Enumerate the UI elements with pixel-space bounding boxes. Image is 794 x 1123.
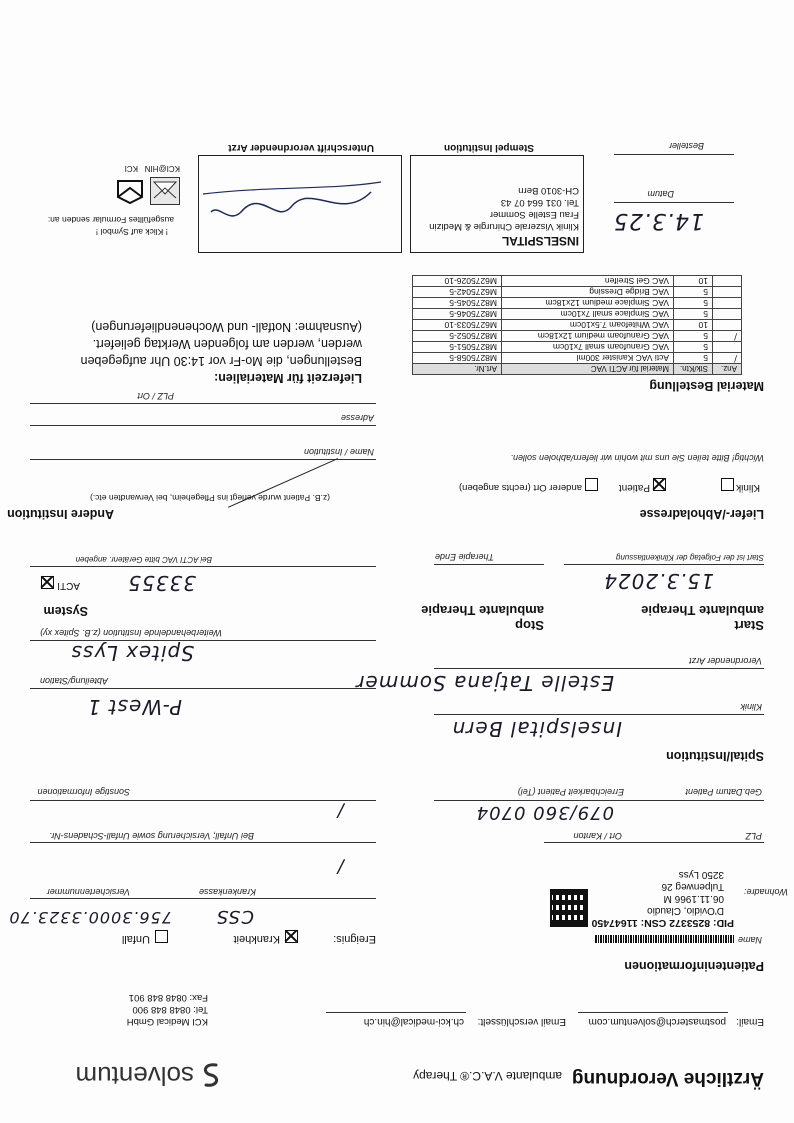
material-name: VAC Granufoam small 7x10cm [502,342,674,353]
material-artnr: M6275042-5 [413,287,502,298]
material-table [412,275,742,375]
liefer-patient-checkbox[interactable] [653,478,666,491]
material-check [713,320,742,331]
weiterbehandelnde-label: Weiterbehandelnde Institution (z.B. Spitex xy) [40,628,222,638]
solventum-logo-icon [200,1061,222,1089]
liefer-anderer-checkbox[interactable] [585,478,598,491]
stempel-box [410,155,584,253]
stempel-label: Stempel Institution [444,142,534,153]
geraet-nr-value[interactable]: 33355 [127,571,196,595]
material-name: VAC Simplace medium 12x18cm [502,298,674,309]
geraet-nr-label: Bei ACTI VAC bitte Gerätenr. angeben [75,555,212,564]
hin-label: KCI@HIN [144,164,180,173]
unfall-info-value[interactable]: / [336,856,344,877]
stop-title: Stop [515,618,544,633]
lieferzeit-text-3: (Ausnahme: Notfall- und Wochenendlieferungen) [91,320,362,334]
company-tel: Tel: 0848 848 900 [132,1004,208,1015]
acti-checkbox[interactable] [41,576,54,589]
material-name: Acti VAC Kanister 300ml [502,353,674,364]
krankheit-checkbox[interactable] [285,930,298,943]
material-row[interactable] [413,331,742,342]
sonstige-label: Sonstige Informationen [37,787,130,797]
stamp-line-1: Klinik Viszerale Chirurgie & Medizin [429,221,579,232]
material-qty: 10 [674,320,713,331]
spital-section-title: Spital/Institution [666,749,764,763]
adresse-label: Adresse [340,413,374,423]
material-check [713,287,742,298]
unterschrift-label: Unterschrift verordnender Arzt [228,142,374,153]
material-artnr: M8275045-5 [413,298,502,309]
col-material: Material für ACTI VAC [502,364,674,375]
name-institution-label: Name / Institution [303,447,374,457]
unfall-label: Unfall [121,933,150,945]
col-anz: Anz. [713,364,742,375]
email-encrypted-value[interactable]: ch.kci-medical@hin.ch [363,1016,464,1027]
brand-name: solventum [75,1061,194,1091]
signature-icon [199,156,401,252]
versichertennummer-value[interactable]: 756.3000.3323.70 [8,908,172,927]
klinik-label: Klinik [740,702,762,712]
material-check [713,342,742,353]
material-check [713,298,742,309]
company-fax: Fax: 0848 848 901 [128,992,208,1003]
material-artnr: M8275052-5 [413,331,502,342]
krankenkasse-value[interactable]: CSS [215,906,254,927]
liefer-section-title: Liefer-/Abholadresse [639,507,764,521]
material-qty: 5 [674,287,713,298]
material-name: VAC Bridge Dressing [502,287,674,298]
col-stk: Stk/Ktn. [674,364,713,375]
kci-mail-icon[interactable] [116,179,144,205]
send-line-1: ! Klick auf Symbol ! [95,227,168,237]
ort-kanton-label: Ort / Kanton [573,831,622,841]
andere-institution-note: (z.B. Patient wurde verlegt ins Pflegeheim, bei Verwandten etc.) [89,493,330,503]
kci-label: KCI [124,164,138,173]
barcode [594,935,734,943]
stamp-line-3: Tel. 031 664 07 43 [500,197,579,208]
email-encrypted-label: Email verschlüsselt: [477,1016,566,1027]
ereignis-label: Ereignis: [333,933,376,945]
material-qty: 10 [674,276,713,287]
material-artnr: M6275026-10 [413,276,502,287]
name-label: Name [737,935,762,945]
liefer-wichtig-note: Wichtig! Bitte teilen Sie uns mit wohin wir liefern/abholen sollen. [510,453,764,463]
lieferzeit-text-2: werden, werden am folgenden Werktag geliefert. [92,337,362,351]
material-artnr: M8275046-5 [413,309,502,320]
krankenkasse-label: Krankenkasse [198,887,256,897]
liefer-klinik-checkbox[interactable] [721,478,734,491]
patient-pid: PID: 8253372 CSN: 11647450 [591,917,734,929]
stamp-title: INSELSPITAL [501,234,579,248]
klinik-value[interactable]: Inselspital Bern [451,717,622,741]
verordnender-arzt-value[interactable]: Estelle Tatjana Sommer [355,671,614,695]
material-qty: 5 [674,353,713,364]
liefer-anderer-label: anderer Ort (rechts angeben) [458,482,582,493]
verordnender-arzt-label: Verordnender Arzt [689,656,762,666]
material-artnr: M8275058-5 [413,353,502,364]
material-check [713,309,742,320]
acti-label: ACTI [57,580,80,591]
plz-ort-label: PLZ / Ort [137,391,174,401]
material-name: VAC Granufoam medium 12x18cm [502,331,674,342]
material-row[interactable] [413,287,742,298]
krankheit-label: Krankheit [233,933,280,945]
email-label: Email: [736,1016,764,1027]
patient-street: Tulpenweg 26 [661,881,724,892]
lieferzeit-title: Lieferzeit für Materialien: [214,371,362,385]
material-title: Material Bestellung [649,379,764,393]
versichertennummer-label: Versichertennummer [46,887,130,897]
start-subtitle: ambulante Therapie [641,603,764,618]
material-check: / [713,353,742,364]
plz-label: PLZ [745,831,762,841]
company-name: KCI Medical GmbH [126,1016,208,1027]
material-row[interactable] [413,320,742,331]
abteilung-label: Abteilung/Station [39,676,108,686]
start-date-label: Start ist der Folgetag der Klinikentlassung [615,553,764,562]
system-title: System [43,604,88,618]
material-check [713,276,742,287]
start-date-value[interactable]: 15.3.2024 [603,569,714,593]
material-artnr: M6275033-10 [413,320,502,331]
form-subtitle: ambulante V.A.C.® Therapy [413,1069,562,1083]
material-row[interactable] [413,298,742,309]
patient-phone-value[interactable]: 079/360 0704 [475,802,614,823]
besteller-label: Besteller [668,141,704,151]
material-name: VAC Simplace small 7x10cm [502,309,674,320]
therapie-ende-label: Therapie Ende [434,552,494,562]
weiterbehandelnde-value[interactable]: Spitex Lyss [70,641,194,665]
material-name: VAC Whitefoam 7.5x10cm [502,320,674,331]
material-name: VAC Gel Streifen [502,276,674,287]
datum-value[interactable]: 14.3.25 [613,208,704,233]
material-artnr: M8275051-5 [413,342,502,353]
andere-institution-title: Andere Institution [7,507,114,521]
email-value[interactable]: postmasterch@solventum.com [588,1016,726,1027]
hin-mail-icon[interactable] [150,177,180,205]
lieferzeit-text-1: Bestellungen, die Mo-Fr vor 14:30 Uhr aufgegeben [80,354,362,368]
material-qty: 5 [674,298,713,309]
unfall-checkbox[interactable] [155,930,168,943]
col-artnr: Art.Nr. [413,364,502,375]
datum-label: Datum [647,189,674,199]
material-row[interactable] [413,309,742,320]
liefer-klinik-label: Klinik [736,482,760,493]
unterschrift-box[interactable] [198,155,402,253]
material-row[interactable] [413,276,742,287]
material-check: / [713,331,742,342]
qr-code-icon [550,889,588,927]
stamp-line-2: Frau Estelle Sommer [489,209,579,220]
material-row[interactable] [413,342,742,353]
patient-phone-label: Erreichbarkeit Patient (Tel) [517,787,624,797]
material-qty: 5 [674,342,713,353]
stop-subtitle: ambulante Therapie [421,603,544,618]
material-qty: 5 [674,309,713,320]
sonstige-value[interactable]: / [336,800,344,821]
patient-city: 3250 Lyss [678,869,724,880]
patient-section-title: Patienteninformationen [624,959,764,973]
material-checks [744,253,764,375]
geb-datum-label: Geb.Datum Patient [685,787,762,797]
stamp-line-4: CH-3010 Bern [518,185,579,196]
material-qty: 5 [674,331,713,342]
patient-name: D'Ovidio, Claudio [647,905,724,916]
wohnadresse-label: Wohnadre: [743,887,788,897]
abteilung-value[interactable]: P-West 1 [86,695,182,719]
form-title: Ärztliche Verordnung [571,1068,764,1089]
material-row[interactable] [413,353,742,364]
unfall-info-label: Bei Unfall; Versicherung sowie Unfall-Schadens-Nr. [49,831,254,841]
start-title: Start [734,618,764,633]
liefer-patient-label: Patient [618,482,650,493]
patient-dob: 06.11.1966 M [663,893,724,904]
send-line-2: ausgefülltes Formular senden an: [47,215,174,225]
